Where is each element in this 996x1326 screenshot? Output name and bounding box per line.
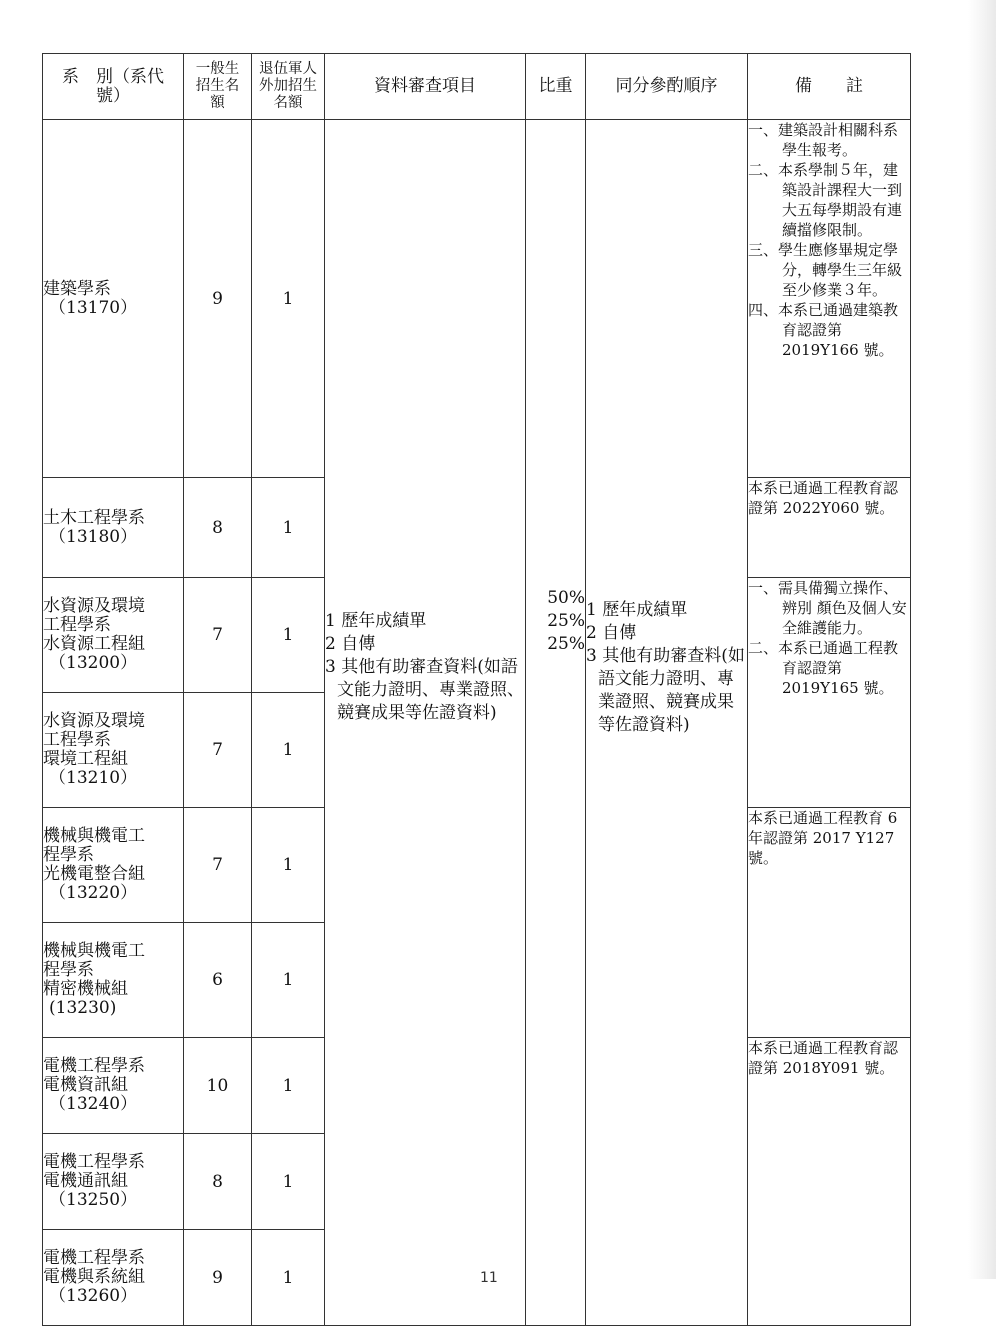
page-number: 11 (480, 1270, 498, 1286)
general-quota: 9 (184, 1230, 252, 1326)
dept-code: （13170） (49, 297, 138, 318)
header-veteran-quota: 退伍軍人外加招生名額 (252, 54, 325, 120)
dept-code: （13210） (49, 768, 138, 788)
general-quota: 9 (184, 120, 252, 478)
review-items-cell (325, 120, 526, 1326)
dept-cell (43, 923, 184, 1038)
header-tiebreak-order: 同分參酌順序 (586, 54, 748, 120)
tiebreak-item: 2 自傳 (586, 622, 637, 643)
dept-cell (43, 478, 184, 578)
dept-name: 建築學系 (43, 278, 111, 299)
weights-cell (526, 120, 586, 1326)
dept-code: （13250） (49, 1190, 138, 1210)
general-quota: 7 (184, 578, 252, 693)
veteran-quota: 1 (252, 808, 325, 923)
dept-name: 水資源及環境 工程學系 環境工程組 (43, 711, 145, 769)
note-item: 二、本系學制５年，建築設計課程大一到大五每學期設有連續擋修限制。 (748, 161, 903, 239)
general-quota: 6 (184, 923, 252, 1038)
dept-code: （13200） (49, 653, 138, 673)
page-edge-shadow (968, 0, 996, 1279)
weight-value: 50% (547, 588, 585, 608)
dept-cell (43, 1230, 184, 1326)
header-weight: 比重 (526, 54, 586, 120)
veteran-quota: 1 (252, 1038, 325, 1134)
dept-name: 土木工程學系 (43, 507, 145, 528)
dept-cell (43, 120, 184, 478)
dept-cell (43, 1038, 184, 1134)
veteran-quota: 1 (252, 1230, 325, 1326)
dept-name: 水資源及環境 工程學系 水資源工程組 (43, 596, 145, 654)
dept-code: （13260） (49, 1286, 138, 1306)
review-item: 1 歷年成績單 (325, 611, 427, 631)
weight-value: 25% (547, 611, 585, 631)
dept-code: (13230) (49, 998, 117, 1018)
veteran-quota: 1 (252, 1134, 325, 1230)
veteran-quota: 1 (252, 578, 325, 693)
note-item: 三、學生應修畢規定學分，轉學生三年級至少修業３年。 (748, 241, 903, 299)
general-quota: 8 (184, 478, 252, 578)
dept-code: （13240） (49, 1094, 138, 1114)
note-architecture (748, 120, 911, 478)
veteran-quota: 1 (252, 478, 325, 578)
table-row (43, 120, 911, 478)
weight-value: 25% (547, 634, 585, 654)
veteran-quota: 1 (252, 120, 325, 478)
dept-name: 電機工程學系 電機與系統組 (43, 1248, 145, 1287)
dept-code: （13180） (49, 526, 138, 547)
header-notes: 備 註 (748, 54, 911, 120)
note-mechanical: 本系已通過工程教育 6 年認證第 2017 Y127 號。 (748, 808, 911, 1038)
dept-name: 電機工程學系 電機資訊組 (43, 1056, 145, 1095)
general-quota: 7 (184, 693, 252, 808)
dept-name: 機械與機電工 程學系 光機電整合組 (43, 826, 145, 884)
header-review-items: 資料審查項目 (325, 54, 526, 120)
general-quota: 7 (184, 808, 252, 923)
admission-quota-table (42, 53, 911, 1326)
note-item: 二、本系已通過工程教育認證第 2019Y165 號。 (748, 639, 899, 697)
note-item: 四、本系已通過建築教育認證第 2019Y166 號。 (748, 301, 899, 359)
dept-cell (43, 808, 184, 923)
tiebreak-item: 3 其他有助審查料(如語文能力證明、專業證照、競賽成果等佐證資料) (586, 645, 745, 735)
dept-cell (43, 578, 184, 693)
review-item: 2 自傳 (325, 634, 376, 654)
veteran-quota: 1 (252, 923, 325, 1038)
dept-code: （13220） (49, 883, 138, 903)
dept-name: 機械與機電工 程學系 精密機械組 (43, 941, 145, 999)
general-quota: 10 (184, 1038, 252, 1134)
note-water (748, 578, 911, 808)
note-electrical: 本系已通過工程教育認證第 2018Y091 號。 (748, 1038, 911, 1326)
review-item: 3 其他有助審查資料(如語文能力證明、專業證照、競賽成果等佐證資料) (325, 657, 524, 723)
header-general-quota: 一般生招生名額 (184, 54, 252, 120)
veteran-quota: 1 (252, 693, 325, 808)
header-row (43, 54, 911, 120)
header-dept: 系 別（系代號） (43, 54, 184, 120)
general-quota: 8 (184, 1134, 252, 1230)
note-item: 一、建築設計相關科系學生報考。 (748, 121, 899, 159)
dept-cell (43, 1134, 184, 1230)
tiebreak-order-cell (586, 120, 748, 1326)
dept-cell (43, 693, 184, 808)
note-civil: 本系已通過工程教育認證第 2022Y060 號。 (748, 478, 911, 578)
note-item: 一、需具備獨立操作、辨別 顏色及個人安全維護能力。 (748, 579, 907, 637)
tiebreak-item: 1 歷年成績單 (586, 599, 688, 620)
dept-name: 電機工程學系 電機通訊組 (43, 1152, 145, 1191)
